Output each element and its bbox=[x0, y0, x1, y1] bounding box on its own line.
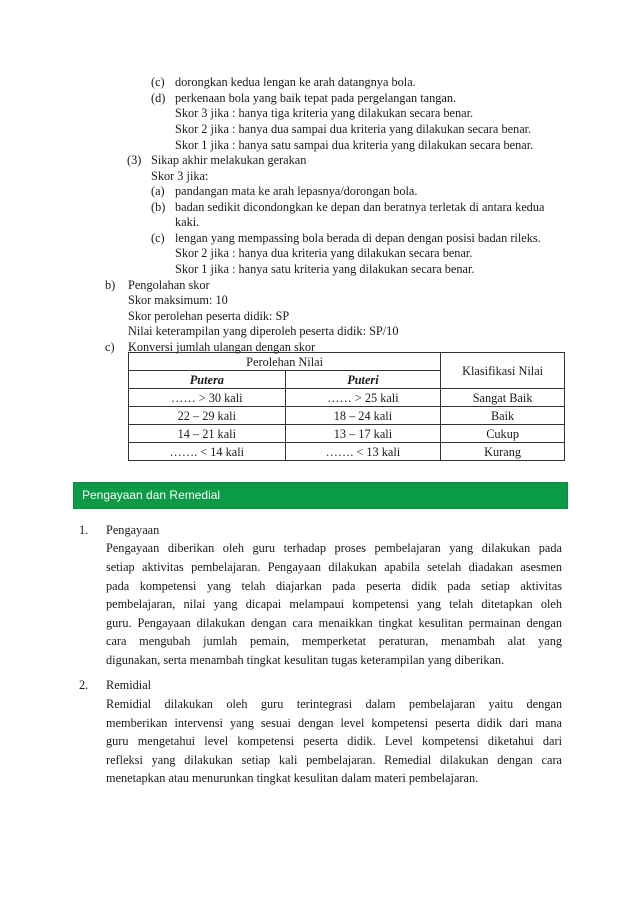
pengayaan-paragraph-line: guru. Pengayaan dilakukan dengan cara menaikkan tingkat kesulitan permainan dengan bbox=[106, 616, 562, 630]
table-row bbox=[129, 407, 565, 425]
remedial-paragraph-line: Remidial dilakukan oleh guru terintegrasi dalam pembelajaran yaitu dengan bbox=[106, 697, 562, 711]
criteria-d-text: perkenaan bola yang baik tepat pada pergelangan tangan. bbox=[175, 91, 457, 105]
marker-d: (d) bbox=[151, 91, 166, 105]
pengolahan-line: Nilai keterampilan yang diperoleh peserta didik: SP/10 bbox=[128, 324, 399, 338]
sub-c-marker: (c) bbox=[151, 231, 165, 245]
cell-puteri: 18 – 24 kali bbox=[285, 407, 441, 425]
remedial-title: Remidial bbox=[106, 678, 152, 692]
sub-b-text-cont: kaki. bbox=[175, 215, 200, 229]
cell-puteri: …… > 25 kali bbox=[285, 389, 441, 407]
cell-klasifikasi: Cukup bbox=[441, 425, 565, 443]
konversi-marker: c) bbox=[105, 340, 115, 354]
sub-a-text: pandangan mata ke arah lepasnya/dorongan bola. bbox=[175, 184, 418, 198]
sub-b-text: badan sedikit dicondongkan ke depan dan beratnya terletak di antara kedua bbox=[175, 200, 545, 214]
pengayaan-title: Pengayaan bbox=[106, 523, 160, 537]
criteria-c-text: dorongkan kedua lengan ke arah datangnya bola. bbox=[175, 75, 416, 89]
pengayaan-paragraph-line: cara mengubah jumlah pemain, memperketat peraturan, menambah alat yang bbox=[106, 634, 562, 648]
cell-putera: ……. < 14 kali bbox=[129, 443, 286, 461]
sub-c-text: lengan yang mempassing bola berada di depan dengan posisi badan rileks. bbox=[175, 231, 541, 245]
remedial-paragraph-line: guru mengetahui level kompetensi peserta didik. Level kompetensi diketahui dari bbox=[106, 734, 562, 748]
table-row bbox=[129, 389, 565, 407]
cell-putera: …… > 30 kali bbox=[129, 389, 286, 407]
sub-b-marker: (b) bbox=[151, 200, 166, 214]
cell-klasifikasi: Sangat Baik bbox=[441, 389, 565, 407]
header-puteri: Puteri bbox=[285, 371, 441, 389]
cell-puteri: 13 – 17 kali bbox=[285, 425, 441, 443]
cell-puteri: ……. < 13 kali bbox=[285, 443, 441, 461]
header-putera: Putera bbox=[129, 371, 286, 389]
cell-putera: 14 – 21 kali bbox=[129, 425, 286, 443]
pengayaan-paragraph-line: digunakan, serta menambah tingkat kesulitan tugas keterampilan yang diberikan. bbox=[106, 653, 505, 667]
marker-c: (c) bbox=[151, 75, 165, 89]
pengayaan-paragraph-line: setiap aktivitas pembelajaran. Pengayaan dilakukan apabila setelah diadakan asesmen bbox=[106, 560, 562, 574]
score-conversion-table bbox=[128, 352, 565, 461]
pengolahan-title: Pengolahan skor bbox=[128, 278, 210, 292]
score-line-2: Skor 2 jika : hanya dua sampai dua kriteria yang dilakukan secara benar. bbox=[175, 122, 532, 136]
pengayaan-number: 1. bbox=[79, 523, 89, 537]
sub-a-marker: (a) bbox=[151, 184, 165, 198]
section-banner-pengayaan-remedial: Pengayaan dan Remedial bbox=[73, 482, 568, 509]
konversi-title: Konversi jumlah ulangan dengan skor bbox=[128, 340, 316, 354]
header-klasifikasi: Klasifikasi Nilai bbox=[441, 353, 565, 389]
remedial-paragraph-line: memberikan intervensi yang sesuai dengan level kompetensi peserta didik dari mana bbox=[106, 716, 562, 730]
cell-klasifikasi: Baik bbox=[441, 407, 565, 425]
cell-klasifikasi: Kurang bbox=[441, 443, 565, 461]
cell-putera: 22 – 29 kali bbox=[129, 407, 286, 425]
score-line-1: Skor 1 jika : hanya satu sampai dua kriteria yang dilakukan secara benar. bbox=[175, 138, 534, 152]
item-3-title: Sikap akhir melakukan gerakan bbox=[151, 153, 307, 167]
score-line-3: Skor 3 jika : hanya tiga kriteria yang dilakukan secara benar. bbox=[175, 106, 474, 120]
remedial-paragraph-line: menetapkan atau menurunkan tingkat kesulitan dalam materi pembelajaran. bbox=[106, 771, 479, 785]
pengolahan-line: Skor perolehan peserta didik: SP bbox=[128, 309, 290, 323]
score-line-b2: Skor 2 jika : hanya dua kriteria yang dilakukan secara benar. bbox=[175, 246, 473, 260]
score-line-b1: Skor 1 jika : hanya satu kriteria yang dilakukan secara benar. bbox=[175, 262, 475, 276]
pengayaan-paragraph-line: pada kompetensi yang telah diajarkan pada peserta didik pada setiap aktivitas bbox=[106, 579, 562, 593]
remedial-paragraph-line: refleksi yang dilakukan setiap kali pembelajaran. Remedial dilakukan dengan cara bbox=[106, 753, 562, 767]
pengayaan-paragraph-line: Pengayaan diberikan oleh guru terhadap proses pembelajaran yang dilakukan pada bbox=[106, 541, 562, 555]
skor3-label: Skor 3 jika: bbox=[151, 169, 209, 183]
remedial-number: 2. bbox=[79, 678, 89, 692]
table-row bbox=[129, 425, 565, 443]
pengayaan-paragraph-line: pembelajaran, nilai yang dicapai melampaui kompetensi yang telah ditetapkan oleh bbox=[106, 597, 562, 611]
pengolahan-marker: b) bbox=[105, 278, 116, 292]
pengolahan-line: Skor maksimum: 10 bbox=[128, 293, 228, 307]
table-row bbox=[129, 443, 565, 461]
header-perolehan: Perolehan Nilai bbox=[129, 353, 441, 371]
item-3-marker: (3) bbox=[127, 153, 142, 167]
